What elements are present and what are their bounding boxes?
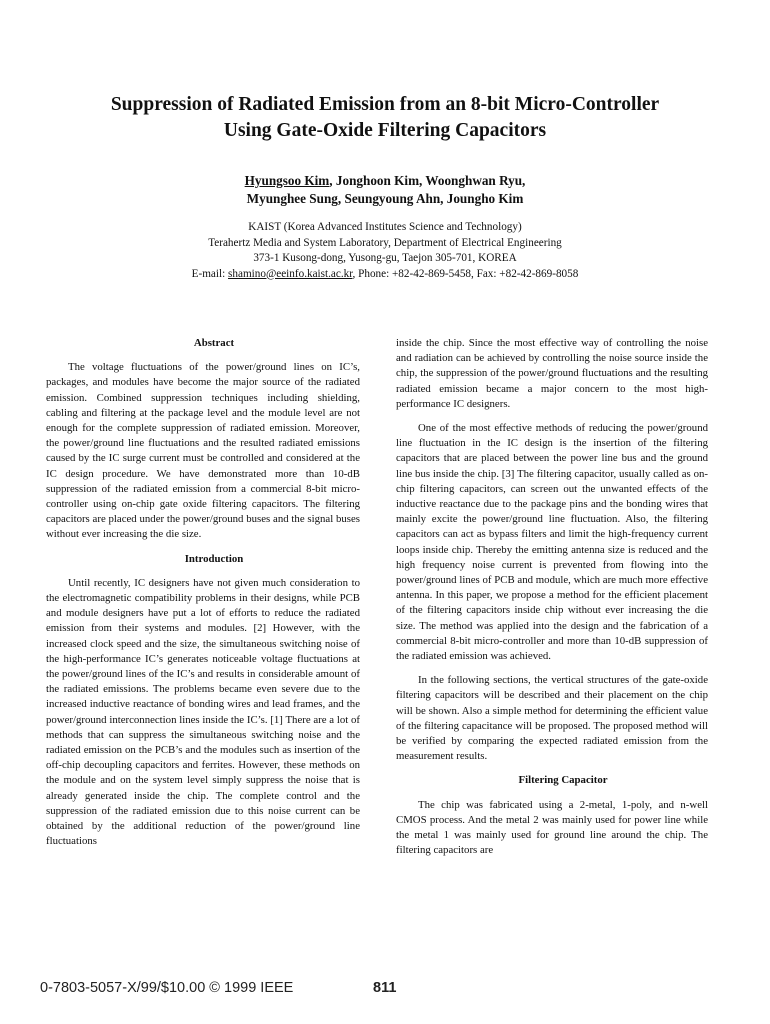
affiliation-lab: Terahertz Media and System Laboratory, Department of Electrical Engineering xyxy=(208,236,562,249)
contact-suffix: , Phone: +82-42-869-5458, Fax: +82-42-869-8058 xyxy=(352,267,579,280)
authors-line-1 xyxy=(0,172,770,190)
title-line-1: Suppression of Radiated Emission from an 8-bit Micro-Controller xyxy=(110,94,660,115)
abstract-heading: Abstract xyxy=(193,337,235,349)
authors-line-2: Myunghee Sung, Seungyoung Ahn, Joungho Kim xyxy=(246,191,524,206)
left-column xyxy=(46,336,360,850)
first-author: Hyungsoo Kim xyxy=(244,173,330,188)
page-number: 811 xyxy=(373,980,397,996)
introduction-text: Until recently, IC designers have not given much consideration to the electromagnetic compatibility problems in their designs, while PCB and module designers have put a lot of efforts to reduce the radiated emission from their systems and modules. [2] However, with the increased clock speed and the size, the simultaneous switching noise of the high-performance IC’s generates noticeable voltage fluctuations at the power/ground lines of the IC’s and results in considerable amount of the radiated emissions. The problems became even severe due to the increased inductive reactance of bonding wires and lead frames, and the power/ground interconnection lines inside the IC’s. [1] There are a lot of methods that can suppress the simultaneous switching noise and the radiated emission on the PCB’s and the modules such as insertion of the off-chip decoupling capacitors and ferrites. However, these methods on the module and on the system level simply suppress the noise that is already generated inside the chip. The complete control and the suppression of the radiated emission due to this noise current can be obtained by the additional reduction of the power/ground line fluctuations xyxy=(46,576,360,848)
introduction-heading: Introduction xyxy=(184,552,244,565)
authors-rest: , Jonghoon Kim, Woonghwan Ryu, xyxy=(329,173,526,188)
affiliation-contact xyxy=(0,267,770,283)
email-prefix: E-mail: xyxy=(191,267,229,280)
paper-title xyxy=(0,92,770,144)
author-list xyxy=(0,172,770,208)
affiliation xyxy=(0,220,770,282)
affiliation-address: 373-1 Kusong-dong, Yusong-gu, Taejon 305-701, KOREA xyxy=(253,252,517,264)
affiliation-institute: KAIST (Korea Advanced Institutes Science and Technology) xyxy=(248,221,522,233)
intro-paragraph-3: In the following sections, the vertical structures of the gate-oxide filtering capacitors will be described and their placement on the chip will be shown. Also a simple method for determining the efficient value of the filtering capacitance will be proposed. The proposed method will be verified by comparing the expected radiated emission from the measurement results. xyxy=(396,674,708,763)
filtering-capacitor-heading: Filtering Capacitor xyxy=(518,774,608,787)
title-line-2: Using Gate-Oxide Filtering Capacitors xyxy=(223,120,547,141)
footer-copyright: 0-7803-5057-X/99/$10.00 © 1999 IEEE xyxy=(40,980,294,996)
right-column xyxy=(396,336,708,859)
abstract-text: The voltage fluctuations of the power/ground lines on IC’s, packages, and modules have become the major source of the radiated emission. Combined suppression techniques including shielding, cabling and filtering at the package level and the module level are not enough for the complete suppression of radiated emission. Moreover, the power/ground line fluctuations and the resulted radiated emissions caused by the IC surge current must be controlled and considered at the IC design procedure. We have demonstrated more than 10-dB suppression of the radiated emission from a commercial 8-bit micro-controller using on-chip gate oxide filtering capacitors. The filtering capacitors are placed under the power/ground buses and the signal buses without ever increasing the die size. xyxy=(46,361,360,541)
email-link[interactable]: shamino@eeinfo.kaist.ac.kr xyxy=(228,267,353,280)
filtering-capacitor-text: The chip was fabricated using a 2-metal, 1-poly, and n-well CMOS process. And the metal 2 was mainly used for power line while the metal 1 was mainly used for ground line around the chip. The filtering capacitors are xyxy=(396,798,708,857)
intro-continuation: inside the chip. Since the most effective way of controlling the noise and radiation can be achieved by controlling the noise source inside the chip, the suppression of the power/ground fluctuations and the resulting radiated emission became a major concern to the most high-performance IC designers. xyxy=(396,337,708,410)
intro-paragraph-2: One of the most effective methods of reducing the power/ground line fluctuation in the IC design is the insertion of the filtering capacitors that are placed between the power line bus and the ground line bus inside the chip. [3] The filtering capacitor, usually called as on-chip filtering capacitors, can screen out the unwanted effects of the inductive reactance due to the package pins and the bonding wires that mainly excite the power/ground line fluctuation. Also, the filtering capacitors can act as bypass filters and limit the high-frequency current loops inside chip. Thereby the emitting antenna size is reduced and the high frequency noise current is prevented from flowing into the power/ground lines of PCB and module, which are much more effective antenna. In this paper, we propose a method for the efficient placement of the filtering capacitors inside chip without ever increasing the die size. The method was applied into the design and the fabrication of a commercial 8-bit micro-controller and more than 10-dB suppression of the radiated emission was achieved. xyxy=(396,422,708,663)
